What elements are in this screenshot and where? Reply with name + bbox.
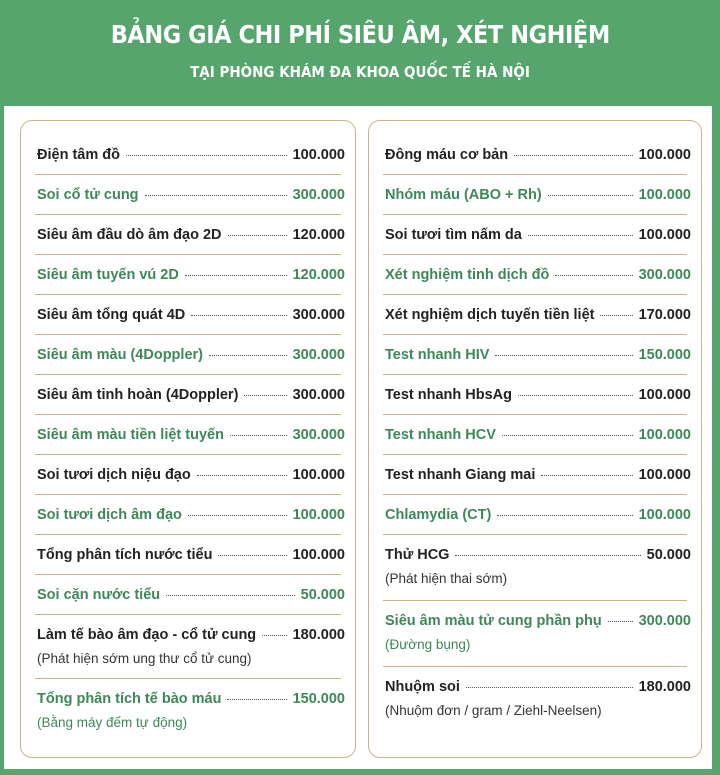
service-note: (Phát hiện sớm ung thư cổ tử cung) — [37, 651, 252, 666]
row-divider — [383, 214, 687, 215]
service-name: Đông máu cơ bản — [385, 147, 509, 163]
row-divider — [35, 454, 341, 455]
row-divider — [383, 666, 687, 667]
service-name: Soi cổ tử cung — [37, 187, 139, 203]
price-row — [37, 387, 345, 403]
service-price: 50.000 — [300, 587, 345, 603]
dot-leader — [209, 355, 287, 356]
service-price: 120.000 — [292, 227, 345, 243]
service-price: 100.000 — [638, 147, 691, 163]
dot-leader — [244, 395, 286, 396]
page-title: BẢNG GIÁ CHI PHÍ SIÊU ÂM, XÉT NGHIỆM — [110, 20, 610, 49]
price-row — [385, 427, 691, 443]
row-divider — [35, 614, 341, 615]
price-row — [37, 187, 345, 203]
service-price: 150.000 — [292, 691, 345, 707]
service-name: Điện tâm đồ — [37, 147, 120, 163]
dot-leader — [126, 155, 287, 156]
row-divider — [35, 494, 341, 495]
dot-leader — [262, 635, 286, 636]
price-line — [37, 691, 345, 707]
service-price: 100.000 — [638, 187, 691, 203]
price-line — [385, 347, 691, 363]
dot-leader — [514, 155, 632, 156]
dot-leader — [188, 515, 287, 516]
row-divider — [35, 334, 341, 335]
service-name: Test nhanh HCV — [385, 427, 496, 443]
dot-leader — [145, 195, 287, 196]
dot-leader — [528, 235, 633, 236]
service-name: Làm tế bào âm đạo - cổ tử cung — [37, 627, 257, 643]
service-price: 100.000 — [638, 427, 691, 443]
dot-leader — [548, 195, 633, 196]
price-row — [385, 267, 691, 283]
price-row — [37, 227, 345, 243]
service-price: 300.000 — [292, 387, 345, 403]
dot-leader — [185, 275, 287, 276]
price-row — [37, 507, 345, 523]
row-divider — [383, 334, 687, 335]
service-note: (Bằng máy đếm tự động) — [37, 715, 188, 730]
price-line — [37, 547, 345, 563]
row-divider — [35, 294, 341, 295]
service-name: Tổng phân tích tế bào máu — [37, 691, 222, 707]
price-row — [37, 467, 345, 483]
service-name: Test nhanh HIV — [385, 347, 490, 363]
dot-leader — [218, 555, 286, 556]
price-row — [385, 467, 691, 483]
service-price: 150.000 — [638, 347, 691, 363]
price-line — [37, 187, 345, 203]
dot-leader — [227, 699, 286, 700]
service-price: 120.000 — [292, 267, 345, 283]
price-panel — [4, 106, 712, 769]
dot-leader — [600, 315, 632, 316]
row-divider — [383, 414, 687, 415]
service-price: 100.000 — [638, 227, 691, 243]
row-divider — [35, 678, 341, 679]
row-divider — [383, 294, 687, 295]
service-price: 300.000 — [638, 267, 691, 283]
price-line — [37, 307, 345, 323]
service-price: 100.000 — [638, 387, 691, 403]
price-row — [385, 307, 691, 323]
dot-leader — [555, 275, 632, 276]
service-name: Siêu âm màu tiền liệt tuyến — [37, 427, 224, 443]
dot-leader — [230, 435, 287, 436]
price-line — [37, 627, 345, 643]
price-line — [385, 227, 691, 243]
price-line — [385, 547, 691, 563]
dot-leader — [228, 235, 287, 236]
price-row — [385, 387, 691, 403]
service-name: Chlamydia (CT) — [385, 507, 492, 523]
left-price-column — [20, 120, 356, 758]
service-note: (Đường bụng) — [385, 637, 471, 652]
price-row — [37, 347, 345, 363]
price-line — [385, 147, 691, 163]
service-name: Test nhanh HbsAg — [385, 387, 513, 403]
service-price: 100.000 — [292, 467, 345, 483]
price-row — [385, 613, 691, 652]
service-price: 300.000 — [292, 307, 345, 323]
service-price: 300.000 — [638, 613, 691, 629]
price-row — [385, 547, 691, 586]
service-price: 170.000 — [638, 307, 691, 323]
service-name: Siêu âm tuyến vú 2D — [37, 267, 179, 283]
row-divider — [383, 254, 687, 255]
row-divider — [35, 374, 341, 375]
price-row — [37, 547, 345, 563]
service-name: Soi tươi dịch âm đạo — [37, 507, 182, 523]
service-name: Soi tươi tìm nấm da — [385, 227, 522, 243]
price-row — [37, 587, 345, 603]
dot-leader — [191, 315, 286, 316]
right-price-column — [368, 120, 702, 758]
dot-leader — [197, 475, 287, 476]
service-price: 100.000 — [638, 467, 691, 483]
row-divider — [383, 454, 687, 455]
price-line — [385, 187, 691, 203]
price-line — [37, 387, 345, 403]
price-row — [37, 427, 345, 443]
dot-leader — [541, 475, 632, 476]
service-price: 180.000 — [292, 627, 345, 643]
service-price: 50.000 — [646, 547, 691, 563]
price-line — [37, 587, 345, 603]
service-price: 100.000 — [292, 547, 345, 563]
service-price: 300.000 — [292, 347, 345, 363]
service-price: 300.000 — [292, 427, 345, 443]
row-divider — [383, 600, 687, 601]
row-divider — [35, 534, 341, 535]
row-divider — [35, 414, 341, 415]
price-line — [385, 613, 691, 629]
service-name: Siêu âm đầu dò âm đạo 2D — [37, 227, 222, 243]
row-divider — [35, 214, 341, 215]
price-row — [37, 307, 345, 323]
service-name: Tổng phân tích nước tiểu — [37, 547, 213, 563]
price-line — [37, 507, 345, 523]
price-row — [385, 147, 691, 163]
price-line — [385, 507, 691, 523]
price-row — [37, 691, 345, 730]
price-row — [385, 227, 691, 243]
row-divider — [35, 254, 341, 255]
service-name: Siêu âm tổng quát 4D — [37, 307, 186, 323]
price-line — [385, 267, 691, 283]
price-line — [385, 679, 691, 695]
price-row — [37, 627, 345, 666]
service-price: 180.000 — [638, 679, 691, 695]
row-divider — [383, 174, 687, 175]
dot-leader — [518, 395, 633, 396]
dot-leader — [497, 515, 632, 516]
dot-leader — [502, 435, 633, 436]
price-line — [385, 387, 691, 403]
row-divider — [35, 174, 341, 175]
service-name: Soi cặn nước tiểu — [37, 587, 161, 603]
service-price: 100.000 — [638, 507, 691, 523]
row-divider — [383, 494, 687, 495]
service-name: Thử HCG — [385, 547, 450, 563]
dot-leader — [608, 621, 633, 622]
service-name: Siêu âm màu tử cung phần phụ — [385, 613, 602, 629]
service-price: 100.000 — [292, 147, 345, 163]
price-line — [37, 227, 345, 243]
row-divider — [383, 534, 687, 535]
price-row — [37, 147, 345, 163]
price-line — [385, 307, 691, 323]
service-name: Soi tươi dịch niệu đạo — [37, 467, 191, 483]
price-row — [385, 679, 691, 718]
header — [0, 0, 720, 108]
price-row — [385, 507, 691, 523]
service-name: Siêu âm tinh hoàn (4Doppler) — [37, 387, 239, 403]
price-line — [37, 267, 345, 283]
price-line — [37, 347, 345, 363]
dot-leader — [495, 355, 632, 356]
dot-leader — [166, 595, 295, 596]
price-line — [37, 427, 345, 443]
service-name: Siêu âm màu (4Doppler) — [37, 347, 203, 363]
service-name: Nhuộm soi — [385, 679, 460, 695]
price-line — [385, 467, 691, 483]
row-divider — [35, 574, 341, 575]
service-price: 100.000 — [292, 507, 345, 523]
price-row — [385, 187, 691, 203]
price-line — [37, 467, 345, 483]
service-name: Xét nghiệm dịch tuyến tiền liệt — [385, 307, 595, 323]
price-line — [385, 427, 691, 443]
service-price: 300.000 — [292, 187, 345, 203]
dot-leader — [466, 687, 633, 688]
service-name: Nhóm máu (ABO + Rh) — [385, 187, 542, 203]
service-note: (Nhuộm đơn / gram / Ziehl-Neelsen) — [385, 703, 602, 718]
row-divider — [383, 374, 687, 375]
page-subtitle: TẠI PHÒNG KHÁM ĐA KHOA QUỐC TẾ HÀ NỘI — [190, 63, 530, 81]
price-row — [385, 347, 691, 363]
service-name: Test nhanh Giang mai — [385, 467, 536, 483]
service-name: Xét nghiệm tinh dịch đồ — [385, 267, 550, 283]
service-note: (Phát hiện thai sớm) — [385, 571, 508, 586]
price-line — [37, 147, 345, 163]
dot-leader — [455, 555, 640, 556]
price-row — [37, 267, 345, 283]
